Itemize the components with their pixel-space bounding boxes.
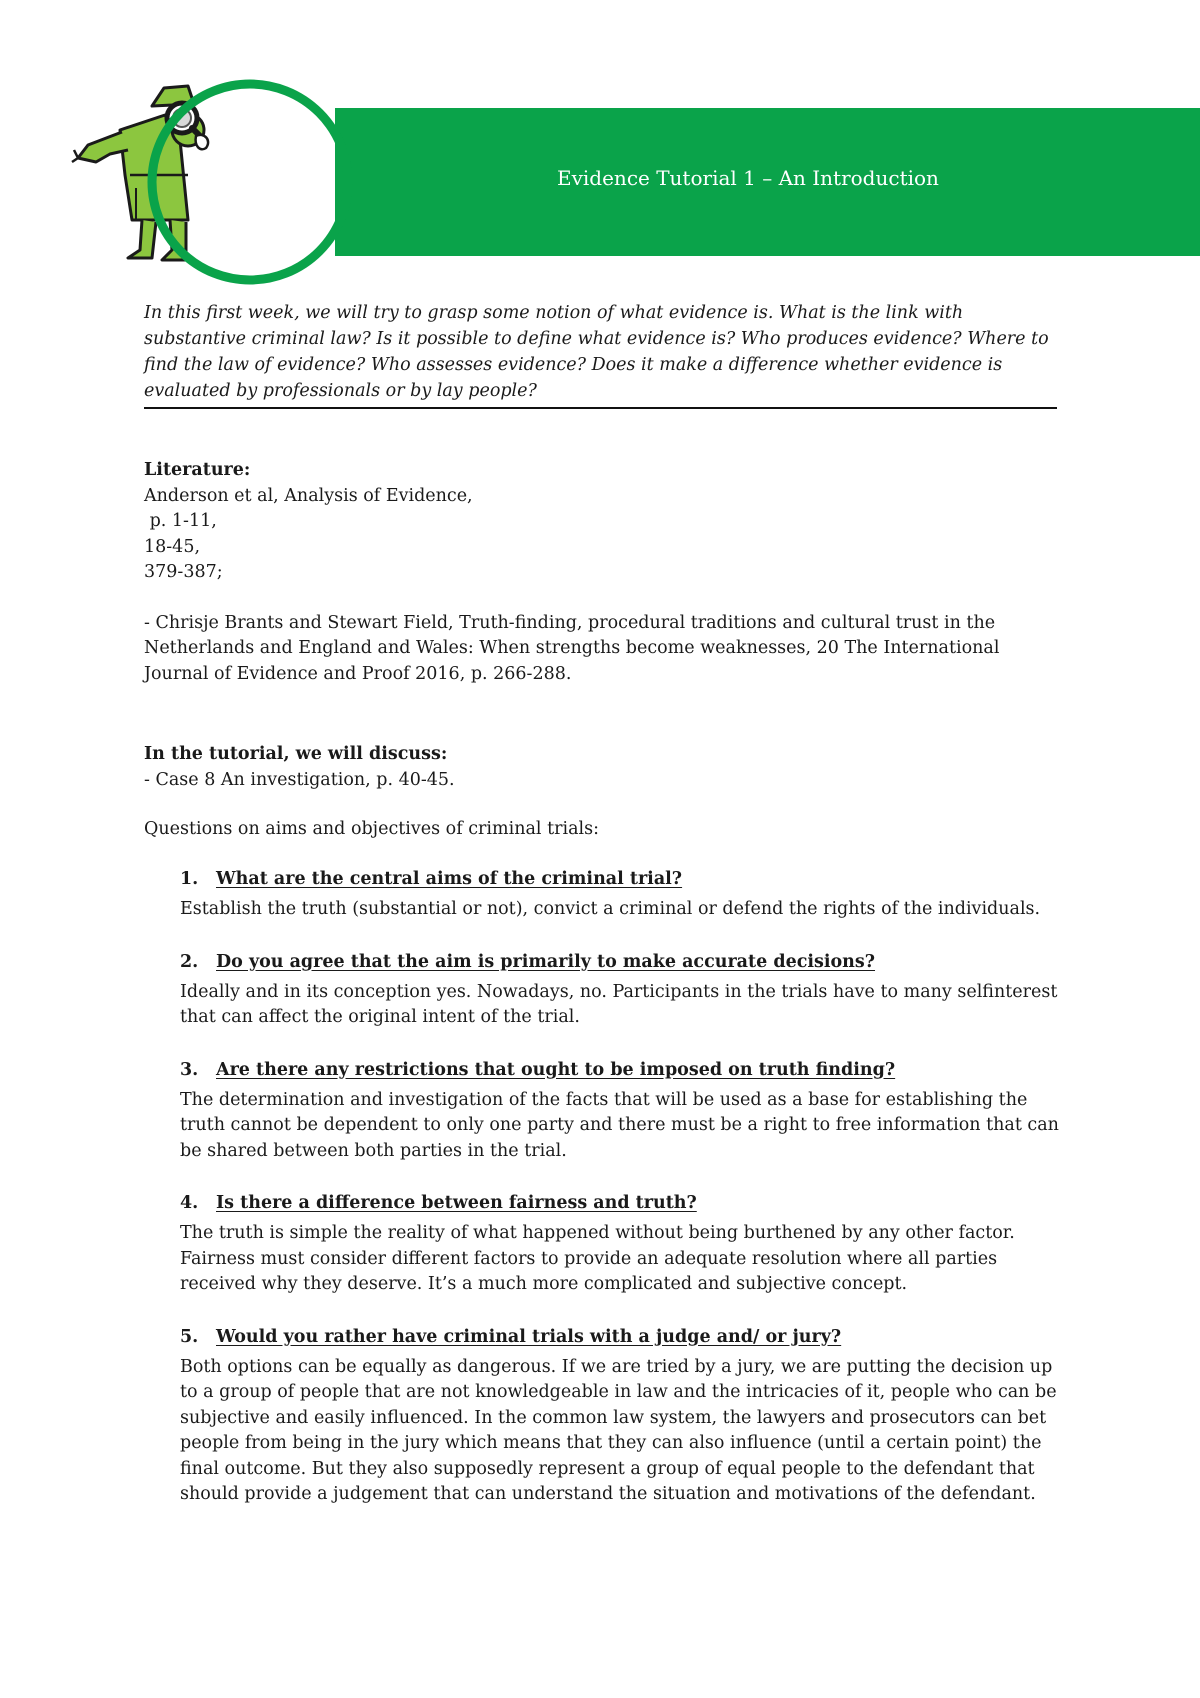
question-answer: Both options can be equally as dangerous. If we are tried by a jury, we are putting the decision up to a group of people that are not knowledgeable in law and the intricacies of it, people who can be subjective and easily influenced. In the common law system, the lawyers and prosecutors can bet people from being in the jury which means that they can also influence (until a certain point) the final outcome. But they also supposedly represent a group of equal people to the defendant that should provide a judgement that can understand the situation and motivations of the defendant. <box>180 1356 1057 1504</box>
tutorial-case: - Case 8 An investigation, p. 40-45. <box>144 769 455 790</box>
question-item <box>144 1191 1074 1298</box>
question-answer: Ideally and in its conception yes. Nowadays, no. Participants in the trials have to many selfinterest that can affect the original intent of the trial. <box>180 981 1058 1027</box>
question-item <box>144 867 1074 923</box>
literature-line: Anderson et al, Analysis of Evidence, <box>144 485 473 506</box>
literature-reference: - Chrisje Brants and Stewart Field, Truth-finding, procedural traditions and cultural trust in the Netherlands and England and Wales: When strengths become weaknesses, 20 The International Journal of Evidence and Proof 2016, p. 266-288. <box>144 612 1000 684</box>
question-number: 4. <box>180 1193 199 1213</box>
tutorial-section <box>144 742 1064 843</box>
detective-magnifier-icon <box>70 70 370 300</box>
question-text: Are there any restrictions that ought to be imposed on truth finding? <box>216 1059 896 1080</box>
literature-heading: Literature: <box>144 460 251 480</box>
question-text: Would you rather have criminal trials with a judge and/ or jury? <box>216 1326 842 1347</box>
intro-paragraph: In this first week, we will try to grasp some notion of what evidence is. What is the link with substantive criminal law? Is it possible to define what evidence is? Who produces evidence? Where to find the law of evidence? Who assesses evidence? Does it make a difference whether evidence is evaluated by professionals or by lay people? <box>144 300 1057 409</box>
question-text: Is there a difference between fairness and truth? <box>216 1193 697 1213</box>
question-number: 5. <box>180 1326 199 1347</box>
question-text: Do you agree that the aim is primarily to make accurate decisions? <box>216 951 876 972</box>
literature-section <box>144 458 1064 687</box>
question-list <box>144 867 1074 1535</box>
question-item <box>144 950 1074 1031</box>
literature-line: p. 1-11, <box>144 511 217 531</box>
question-item <box>144 1325 1074 1508</box>
question-answer: Establish the truth (substantial or not), convict a criminal or defend the rights of the individuals. <box>180 899 1041 919</box>
tutorial-heading: In the tutorial, we will discuss: <box>144 744 448 764</box>
question-item <box>144 1058 1074 1165</box>
question-answer: The determination and investigation of the facts that will be used as a base for establishing the truth cannot be dependent to only one party and there must be a right to free information that can be shared between both parties in the trial. <box>180 1089 1059 1161</box>
page-title: Evidence Tutorial 1 – An Introduction <box>557 166 939 190</box>
literature-line: 18-45, <box>144 536 201 557</box>
question-number: 2. <box>180 951 199 972</box>
question-text: What are the central aims of the criminal trial? <box>216 869 683 889</box>
question-answer: The truth is simple the reality of what happened without being burthened by any other factor. Fairness must consider different factors to provide an adequate resolution where all parties received why they deserve. It’s a much more complicated and subjective concept. <box>180 1223 1015 1294</box>
questions-intro: Questions on aims and objectives of criminal trials: <box>144 819 599 839</box>
question-number: 3. <box>180 1059 199 1080</box>
question-number: 1. <box>180 869 199 889</box>
literature-line: 379-387; <box>144 562 223 582</box>
